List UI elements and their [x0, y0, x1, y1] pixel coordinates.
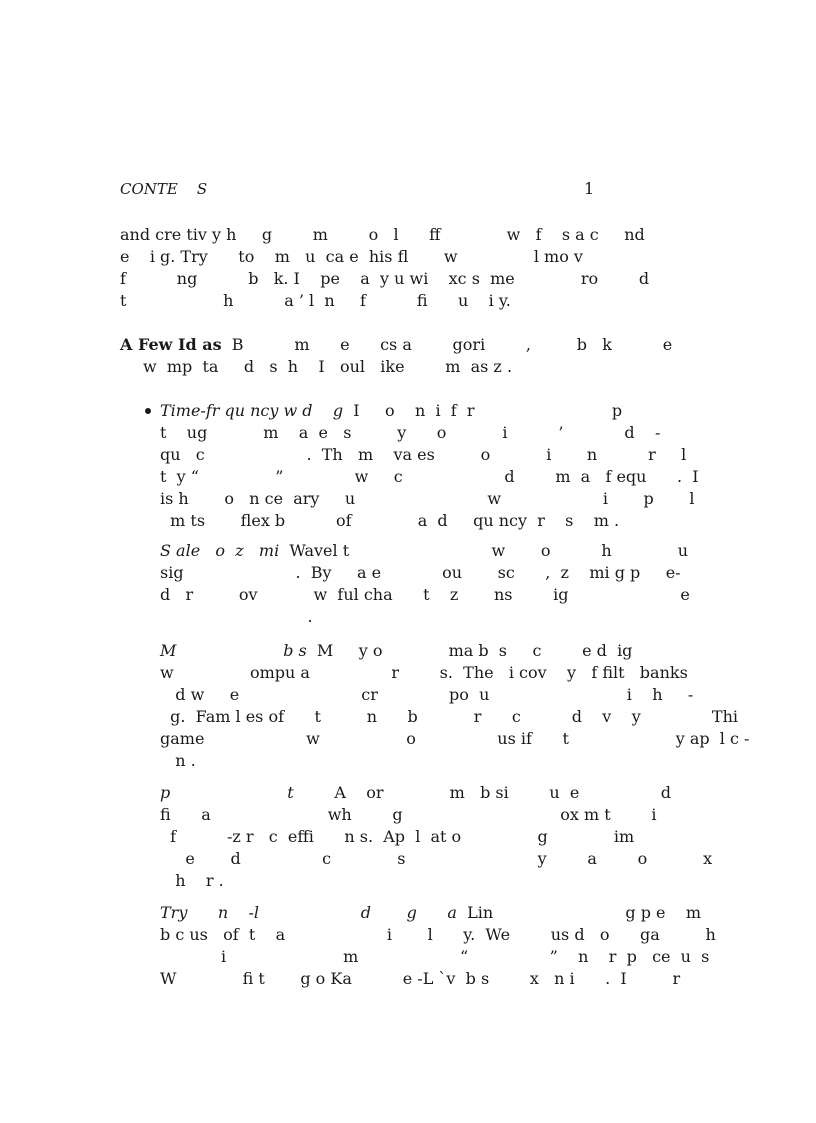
page-number: 1: [584, 179, 595, 198]
item-3-line-5: game w o us if t y ap l c -: [160, 729, 750, 748]
section-heading-line: [120, 334, 672, 356]
item-2-line-2: sig . By a e ou sc , z mi g p e-: [160, 563, 681, 582]
item-3-first-line: [160, 640, 632, 662]
item-2-first-line: [160, 540, 688, 562]
item-5-first-line: [160, 902, 701, 924]
item-4-line-1: A or m b si u e d: [293, 783, 671, 802]
item-1-line-5: is h o n ce ary u w i p l: [160, 489, 695, 508]
section-line-2: w mp ta d s h I oul ike m as z .: [143, 357, 513, 376]
item-3-line-3: d w e cr po u i h -: [160, 685, 694, 704]
item-1-title: Time-fr qu ncy w d g: [160, 401, 344, 420]
item-4-title: p t: [160, 783, 294, 802]
section-heading-rest: B m e cs a gori , b k e: [221, 335, 673, 354]
intro-line-1: and cre tiv y h g m o l ff w f s a c nd: [120, 225, 645, 244]
intro-line-3: f ng b k. I pe a y u wi xc s me ro d: [120, 269, 650, 288]
item-4-line-2: fi a wh g ox m t i: [160, 805, 657, 824]
item-2-line-1: Wavel t w o h u: [279, 541, 689, 560]
item-1-line-6: m ts flex b of a d qu ncy r s m .: [160, 511, 620, 530]
item-3-line-4: g. Fam l es of t n b r c d v y Thi: [160, 707, 739, 726]
item-3-title: M b s: [160, 641, 307, 660]
item-4-line-4: e d c s y a o x: [160, 849, 713, 868]
item-1-line-1: I o n i f r p: [343, 401, 623, 420]
section-heading: A Few Id as: [120, 335, 222, 354]
item-4-line-5: h r .: [160, 871, 224, 890]
item-5-title: Try n -l d g a: [160, 903, 457, 922]
intro-line-4: t h a ’ l n f fi u i y.: [120, 291, 511, 310]
item-3-line-6: n .: [160, 751, 196, 770]
item-3-line-1: M y o ma b s c e d ig: [306, 641, 633, 660]
intro-line-2: e i g. Try to m u ca e his fl w l mo v: [120, 247, 583, 266]
item-5-line-3: i m “ ” n r p ce u s: [160, 947, 710, 966]
item-3-line-2: w ompu a r s. The i cov y f filt banks: [160, 663, 688, 682]
item-5-line-4: W fi t g o Ka e -L `v b s x n i . I r: [160, 969, 681, 988]
item-5-line-1: Lin g p e m: [456, 903, 701, 922]
item-5-line-2: b c us of t a i l y. We us d o ga h: [160, 925, 716, 944]
item-1-line-2: t ug m a e s y o i ’ d -: [160, 423, 661, 442]
item-1-line-3: qu c . Th m va es o i n r l: [160, 445, 687, 464]
item-1-first-line: [160, 400, 622, 422]
item-2-line-3: d r ov w ful cha t z ns ig e: [160, 585, 690, 604]
bullet-icon: [145, 408, 151, 414]
item-1-line-4: t y “ ” w c d m a f equ . I: [160, 467, 699, 486]
item-2-title: S ale o z mi: [160, 541, 280, 560]
item-4-line-3: f -z r c effi n s. Ap l at o g im: [160, 827, 635, 846]
item-4-first-line: [160, 782, 671, 804]
item-2-line-4: .: [160, 607, 313, 626]
running-title: CONTE S: [120, 180, 208, 198]
